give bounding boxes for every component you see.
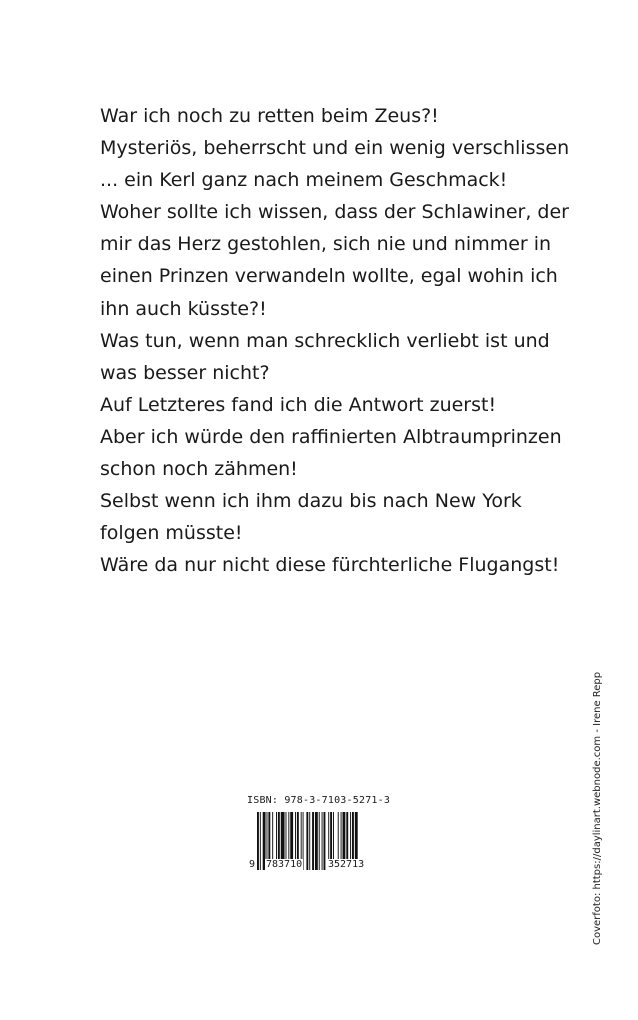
cover-photo-credit: Coverfoto: https://daylinart.webnode.com - Irene Repp [592, 671, 603, 945]
barcode-digits-left: 783710 [266, 859, 303, 870]
barcode-digits-right: 352713 [328, 859, 365, 870]
blurb-line: folgen müsste! [100, 522, 243, 545]
back-cover-blurb [100, 100, 580, 581]
blurb-line: Woher sollte ich wissen, dass der Schlawiner, der [100, 201, 569, 224]
barcode-digit-first: 9 [249, 859, 256, 870]
blurb-line: Aber ich würde den raffinierten Albtraumprinzen [100, 425, 562, 448]
blurb-line: Auf Letzteres fand ich die Antwort zuerst! [100, 393, 497, 416]
blurb-line: Selbst wenn ich ihm dazu bis nach New York [100, 490, 522, 513]
blurb-line: schon noch zähmen! [100, 458, 298, 481]
blurb-line: einen Prinzen verwandeln wollte, egal wohin ich [100, 265, 558, 288]
blurb-line: ihn auch küsste?! [100, 297, 267, 320]
blurb-line: ... ein Kerl ganz nach meinem Geschmack! [100, 169, 508, 192]
blurb-line: mir das Herz gestohlen, sich nie und nimmer in [100, 233, 552, 256]
isbn-barcode-block [247, 795, 397, 885]
blurb-line: Was tun, wenn man schrecklich verliebt ist und [100, 329, 550, 352]
blurb-line: was besser nicht? [100, 361, 270, 384]
isbn-label: ISBN: 978-3-7103-5271-3 [247, 795, 391, 806]
blurb-line: Mysteriös, beherrscht und ein wenig verschlissen [100, 137, 570, 160]
blurb-line: War ich noch zu retten beim Zeus?! [100, 105, 439, 127]
blurb-line: Wäre da nur nicht diese fürchterliche Flugangst! [100, 554, 560, 577]
barcode-digits [247, 859, 397, 875]
